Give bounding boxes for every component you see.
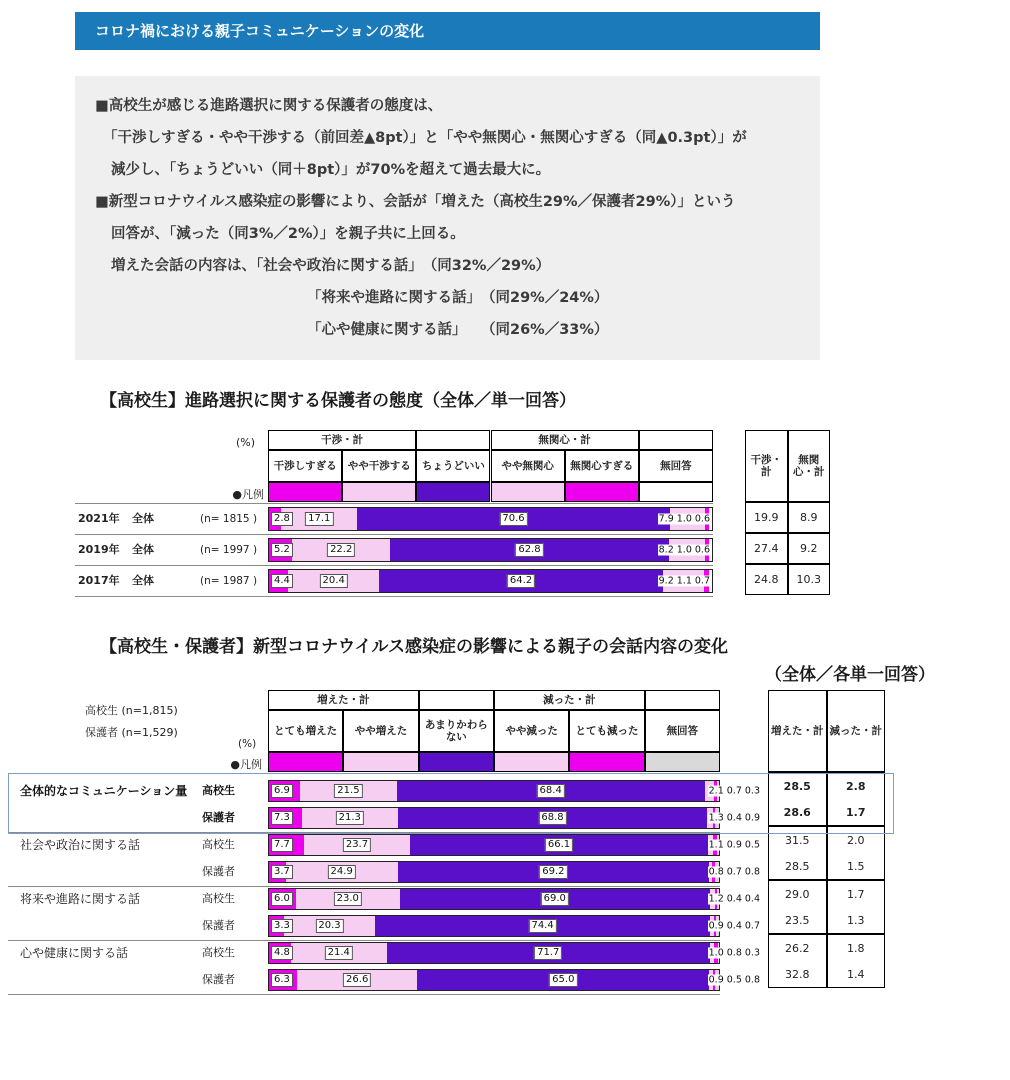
chart1-title: 【高校生】進路選択に関する保護者の態度（全体／単一回答） [100, 391, 576, 411]
summary-line: 回答が、「減った（同3%／2%）」を親子共に上回る。 [111, 226, 465, 242]
column-header-cell: やや無関心 [491, 450, 565, 482]
respondent-note: 高校生 (n=1,815) [85, 704, 178, 717]
respondent-row-label: 高校生 [202, 784, 235, 797]
summary-value: 1.5 [847, 859, 865, 873]
summary-value: 26.2 [785, 941, 810, 955]
legend-swatch [416, 482, 490, 502]
bar-value-label: 21.4 [325, 946, 353, 960]
column-header-cell: とても増えた [268, 710, 343, 752]
group-header-cell: 干渉・計 [268, 430, 416, 450]
chart1-row2-bar [268, 569, 713, 593]
bar-value-label: 6.3 [271, 973, 293, 987]
summary-value: 1.3 [847, 913, 865, 927]
row-year-label: 2019年 [78, 543, 120, 556]
bar-trailing-values: 0.8 0.7 0.8 [708, 866, 760, 878]
bar-value-label: 5.2 [271, 543, 293, 557]
group-header-cell: 減った・計 [494, 690, 645, 710]
summary-value: 31.5 [785, 833, 810, 847]
summary-value-group [768, 934, 827, 988]
chart1-row1-bar [268, 538, 713, 562]
bar-trailing-values: 8.2 1.0 0.6 [658, 544, 710, 556]
bar-value-label: 69.2 [539, 865, 567, 879]
percent-label: (%) [236, 436, 256, 449]
summary-header-cell: 減った・計 [827, 690, 886, 772]
row-separator-line [75, 596, 713, 597]
summary-line: 減少し、「ちょうどいい（同＋8pt）」が70%を超えて過去最大に。 [111, 162, 551, 178]
respondent-note: 保護者 (n=1,529) [85, 726, 178, 739]
group-separator-line [8, 994, 720, 995]
bar-value-label: 74.4 [528, 919, 556, 933]
banner-title: コロナ禍における親子コミュニケーションの変化 [95, 22, 425, 40]
bar-value-label: 21.3 [336, 811, 364, 825]
row-year-label: 2017年 [78, 574, 120, 587]
bar-value-label: 6.9 [271, 784, 293, 798]
row-group-label: 全体 [132, 574, 154, 587]
legend-swatch [645, 752, 720, 772]
category-label: 全体的なコミュニケーション量 [20, 784, 188, 798]
respondent-row-label: 保護者 [202, 919, 235, 932]
group-header-empty-cell [639, 430, 713, 450]
group-separator-line [8, 886, 720, 887]
summary-value: 1.7 [847, 887, 865, 901]
summary-value-cell: 8.9 [788, 502, 831, 533]
bar-value-label: 68.8 [538, 811, 566, 825]
summary-value: 2.0 [847, 833, 865, 847]
column-header-cell: ちょうどいい [416, 450, 490, 482]
bar-trailing-values: 1.1 0.9 0.5 [708, 839, 760, 851]
summary-value-group [768, 880, 827, 934]
bar-value-label: 66.1 [545, 838, 573, 852]
summary-value-group [827, 826, 886, 880]
row-separator-line [75, 565, 713, 566]
summary-value-cell: 9.2 [788, 533, 831, 564]
column-header-cell: やや増えた [343, 710, 418, 752]
summary-value: 32.8 [785, 967, 810, 981]
summary-value: 1.7 [846, 805, 866, 819]
column-header-cell: 無関心すぎる [565, 450, 639, 482]
category-label: 社会や政治に関する話 [20, 838, 141, 852]
summary-value: 23.5 [785, 913, 810, 927]
legend-label: ●凡例 [232, 488, 264, 501]
row-n-label: (n= 1815 ) [200, 513, 258, 525]
summary-box [75, 76, 820, 360]
summary-value: 28.6 [783, 805, 811, 819]
legend-swatch [569, 752, 644, 772]
row-year-label: 2021年 [78, 512, 120, 525]
bar-value-label: 7.7 [271, 838, 293, 852]
legend-swatch [419, 752, 494, 772]
summary-header-cell: 増えた・計 [768, 690, 827, 772]
legend-swatch [494, 752, 569, 772]
chart1-row0-bar [268, 507, 713, 531]
bar-value-label: 62.8 [515, 543, 543, 557]
summary-value: 28.5 [783, 779, 811, 793]
summary-value-cell: 27.4 [745, 533, 788, 564]
summary-value: 29.0 [785, 887, 810, 901]
legend-swatch [639, 482, 713, 502]
column-header-cell: やや減った [494, 710, 569, 752]
column-header-cell: 無回答 [639, 450, 713, 482]
bar-value-label: 4.8 [271, 946, 293, 960]
bar-value-label: 2.8 [271, 512, 293, 526]
group-header-cell: 無関心・計 [491, 430, 639, 450]
bar-value-label: 20.3 [315, 919, 343, 933]
bar-value-label: 3.3 [271, 919, 293, 933]
respondent-row-label: 高校生 [202, 946, 235, 959]
summary-value-group [768, 826, 827, 880]
legend-swatch [491, 482, 565, 502]
summary-line: ■新型コロナウイルス感染症の影響により、会話が「増えた（高校生29%／保護者29%）」という [95, 194, 736, 210]
chart2-subtitle: （全体／各単一回答） [765, 665, 935, 685]
summary-line: 増えた会話の内容は、「社会や政治に関する話」 （同32%／29%） [111, 258, 551, 274]
bar-value-label: 23.7 [343, 838, 371, 852]
bar-value-label: 6.0 [271, 892, 293, 906]
column-header-cell: とても減った [569, 710, 644, 752]
bar-value-label: 70.6 [499, 512, 527, 526]
highlight-box [8, 773, 894, 834]
group-separator-line [8, 940, 720, 941]
summary-value-cell: 19.9 [745, 502, 788, 533]
bar-value-label: 21.5 [334, 784, 362, 798]
bar-value-label: 22.2 [327, 543, 355, 557]
respondent-row-label: 高校生 [202, 892, 235, 905]
row-n-label: (n= 1997 ) [200, 544, 258, 556]
row-separator-line [75, 534, 713, 535]
chart2-row2-bar [268, 834, 760, 856]
summary-header-cell: 干渉・計 [745, 430, 788, 502]
bar-value-label: 7.3 [271, 811, 293, 825]
summary-line: 「将来や進路に関する話」 （同29%／24%） [307, 290, 609, 306]
row-group-label: 全体 [132, 512, 154, 525]
category-label: 将来や進路に関する話 [20, 892, 141, 906]
chart2-row3-bar [268, 861, 760, 883]
bar-trailing-values: 2.1 0.7 0.3 [708, 785, 760, 797]
chart2-row4-bar [268, 888, 760, 910]
bar-trailing-values: 0.9 0.4 0.7 [708, 920, 760, 932]
chart2-row7-bar [268, 969, 760, 991]
column-header-cell: 干渉しすぎる [268, 450, 342, 482]
row-group-label: 全体 [132, 543, 154, 556]
bar-value-label: 69.0 [541, 892, 569, 906]
column-header-cell: 無回答 [645, 710, 720, 752]
row-separator-line [75, 503, 713, 504]
summary-value: 1.8 [847, 941, 865, 955]
chart2-title: 【高校生・保護者】新型コロナウイルス感染症の影響による親子の会話内容の変化 [100, 637, 728, 657]
summary-line: 「干渉しすぎる・やや干渉する（前回差▲8pt）」と「やや無関心・無関心すぎる（同▲0.3pt）」が [103, 130, 747, 146]
summary-line: ■高校生が感じる進路選択に関する保護者の態度は、 [95, 98, 443, 114]
bar-trailing-values: 9.2 1.1 0.7 [658, 575, 710, 587]
column-header-cell: あまりかわらない [419, 710, 494, 752]
bar-value-label: 20.4 [320, 574, 348, 588]
bar-value-label: 4.4 [271, 574, 293, 588]
summary-header-cell: 無関心・計 [788, 430, 831, 502]
group-header-empty-cell [419, 690, 494, 710]
group-header-empty-cell [645, 690, 720, 710]
category-label: 心や健康に関する話 [20, 946, 129, 960]
summary-value-cell: 10.3 [788, 564, 831, 595]
respondent-row-label: 高校生 [202, 838, 235, 851]
summary-value-cell: 24.8 [745, 564, 788, 595]
chart2-row5-bar [268, 915, 760, 937]
bar-value-label: 24.9 [328, 865, 356, 879]
bar-value-label: 64.2 [507, 574, 535, 588]
bar-value-label: 3.7 [271, 865, 293, 879]
summary-value: 2.8 [846, 779, 866, 793]
bar-value-label: 68.4 [537, 784, 565, 798]
bar-value-label: 23.0 [334, 892, 362, 906]
legend-swatch [343, 752, 418, 772]
legend-swatch [268, 752, 343, 772]
summary-line: 「心や健康に関する話」 （同26%／33%） [307, 322, 609, 338]
summary-value: 28.5 [785, 859, 810, 873]
group-header-cell: 増えた・計 [268, 690, 419, 710]
summary-value: 1.4 [847, 967, 865, 981]
bar-value-label: 26.6 [343, 973, 371, 987]
legend-swatch [342, 482, 416, 502]
group-header-empty-cell [416, 430, 490, 450]
bar-trailing-values: 1.0 0.8 0.3 [708, 947, 760, 959]
percent-label: (%) [238, 738, 257, 750]
respondent-row-label: 保護者 [202, 973, 235, 986]
legend-swatch [565, 482, 639, 502]
summary-value-group [827, 934, 886, 988]
summary-value-group [827, 880, 886, 934]
row-n-label: (n= 1987 ) [200, 575, 258, 587]
page-banner [75, 12, 820, 50]
respondent-row-label: 保護者 [202, 865, 235, 878]
bar-trailing-values: 7.9 1.0 0.6 [658, 513, 710, 525]
bar-trailing-values: 1.3 0.4 0.9 [708, 812, 760, 824]
legend-label: ●凡例 [230, 758, 262, 771]
bar-value-label: 17.1 [305, 512, 333, 526]
bar-value-label: 71.7 [534, 946, 562, 960]
bar-trailing-values: 1.2 0.4 0.4 [708, 893, 760, 905]
chart2-row6-bar [268, 942, 760, 964]
respondent-row-label: 保護者 [202, 811, 235, 824]
bar-value-label: 65.0 [549, 973, 577, 987]
legend-swatch [268, 482, 342, 502]
column-header-cell: やや干渉する [342, 450, 416, 482]
bar-trailing-values: 0.9 0.5 0.8 [708, 974, 760, 986]
